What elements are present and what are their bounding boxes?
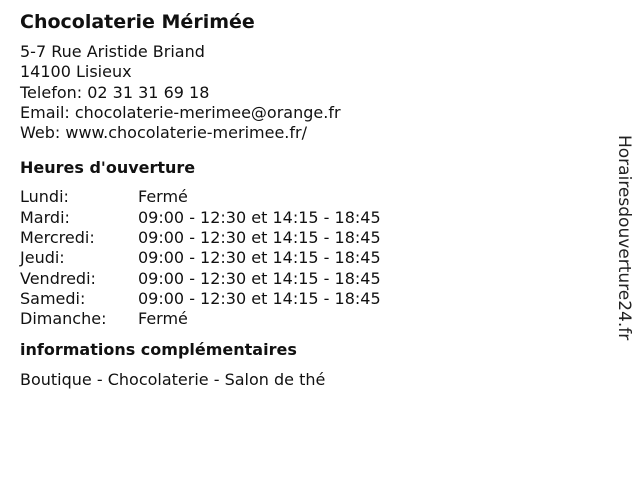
time-value: 09:00 - 12:30 et 14:15 - 18:45 [138, 288, 381, 308]
time-value: 09:00 - 12:30 et 14:15 - 18:45 [138, 248, 381, 268]
day-label: Mardi: [20, 207, 70, 227]
street-address: 5-7 Rue Aristide Briand [20, 42, 205, 61]
hours-row [20, 269, 381, 289]
additional-info-heading: informations complémentaires [20, 339, 297, 359]
time-value: 09:00 - 12:30 et 14:15 - 18:45 [138, 268, 381, 288]
additional-info-text: Boutique - Chocolaterie - Salon de thé [20, 369, 326, 389]
hours-row [20, 248, 381, 268]
address-block [20, 42, 610, 143]
hours-row [20, 309, 381, 329]
opening-hours-table [20, 187, 381, 329]
day-label: Mercredi: [20, 228, 95, 248]
business-name: Chocolaterie Mérimée [20, 11, 255, 33]
time-value: 09:00 - 12:30 et 14:15 - 18:45 [138, 228, 381, 248]
day-label: Jeudi: [20, 248, 65, 268]
postal-city: 14100 Lisieux [20, 62, 132, 82]
hours-row [20, 289, 381, 309]
day-label: Dimanche: [20, 309, 107, 329]
day-label: Lundi: [20, 187, 69, 207]
opening-hours-heading: Heures d'ouverture [20, 158, 196, 178]
time-value: Fermé [138, 309, 188, 329]
hours-row [20, 228, 381, 248]
phone-number: Telefon: 02 31 31 69 18 [20, 82, 210, 102]
hours-row [20, 208, 381, 228]
time-value: 09:00 - 12:30 et 14:15 - 18:45 [138, 207, 381, 227]
hours-row [20, 187, 381, 207]
business-card [20, 10, 610, 390]
day-label: Samedi: [20, 288, 86, 308]
site-watermark: Horairesdouverture24.fr [614, 135, 634, 341]
day-label: Vendredi: [20, 268, 96, 288]
website-address: Web: www.chocolaterie-merimee.fr/ [20, 123, 307, 143]
time-value: Fermé [138, 187, 188, 207]
email-address: Email: chocolaterie-merimee@orange.fr [20, 102, 341, 122]
